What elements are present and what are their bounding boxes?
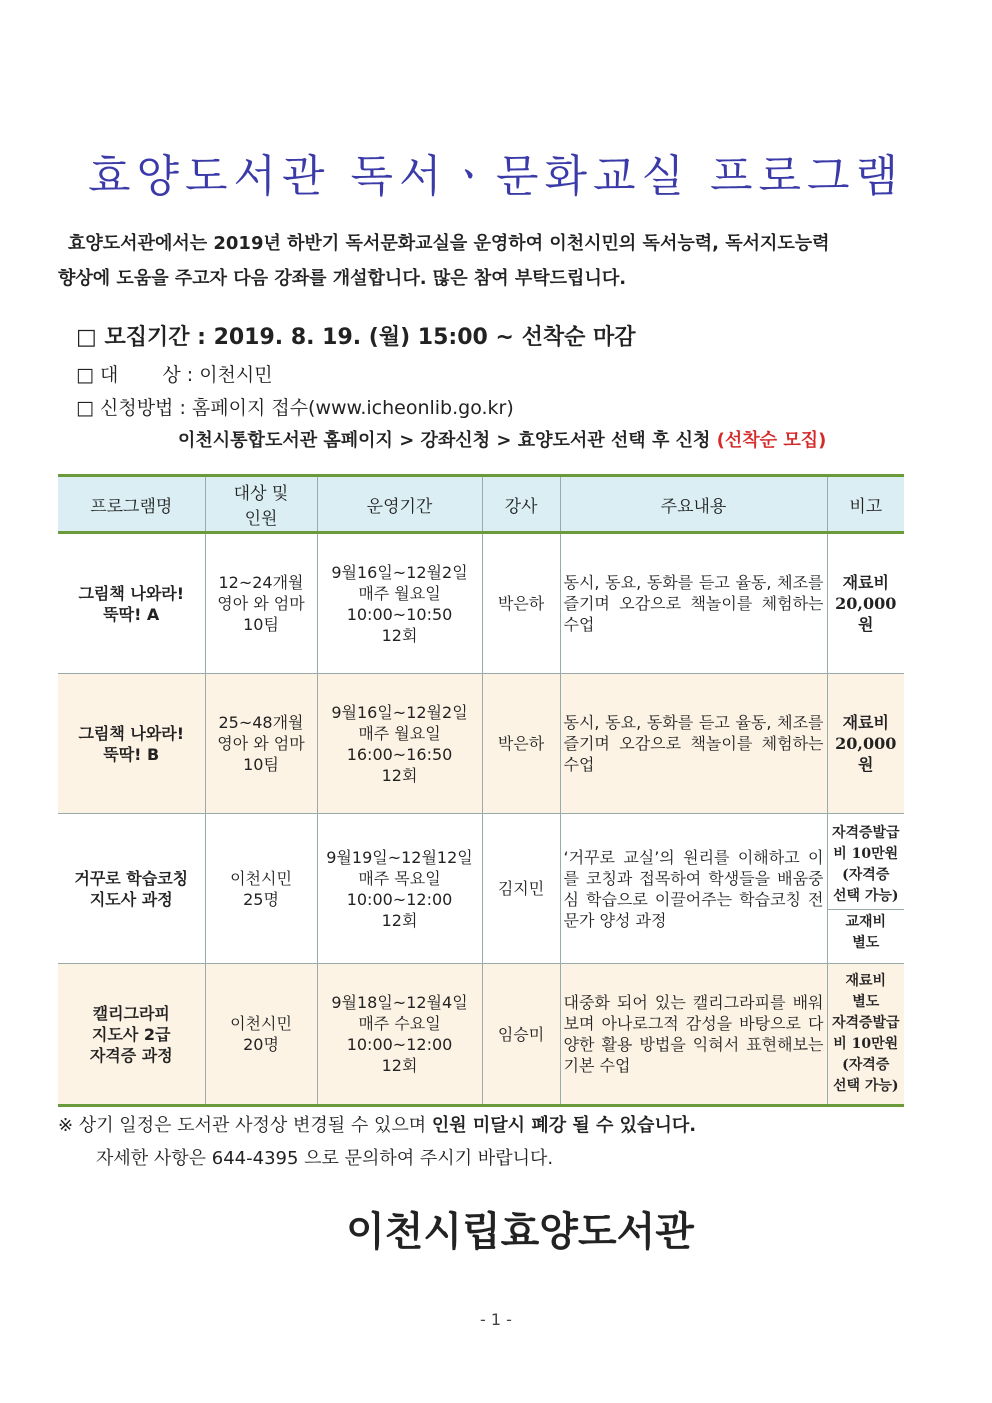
period-line: 10:00~10:50 xyxy=(346,604,453,624)
period-line: 매주 목요일 xyxy=(358,868,441,888)
program-content: 대중화 되어 있는 캘리그라피를 배워보며 아나로그적 감성을 바탕으로 다양한 활용 방법을 익혀서 표현해보는 기본 수업 xyxy=(560,964,827,1106)
program-content: 동시, 동요, 동화를 듣고 율동, 체조를 즐기며 오감으로 책놀이를 체험하는 수업 xyxy=(560,533,827,674)
period-line: 매주 월요일 xyxy=(358,583,441,603)
note-line: 자격증발급 xyxy=(831,1015,900,1031)
program-teacher: 박은하 xyxy=(482,533,560,674)
period-line: 10:00~12:00 xyxy=(346,1035,453,1054)
note-line: 재료비 xyxy=(842,573,889,592)
program-name-line: 그림책 나와라! xyxy=(78,723,185,743)
footnote-schedule xyxy=(58,1111,696,1137)
header-program-name: 프로그램명 xyxy=(58,476,205,533)
program-note xyxy=(827,814,904,964)
footnote-text: ※ 상기 일정은 도서관 사정상 변경될 수 있으며 xyxy=(58,1115,432,1136)
page-title: 효양도서관 독서ㆍ문화교실 프로그램 xyxy=(87,151,905,202)
period-line: 9월16일~12월2일 xyxy=(331,702,468,722)
target-line: 25명 xyxy=(243,889,279,909)
intro-line-1: 효양도서관에서는 2019년 하반기 독서문화교실을 운영하여 이천시민의 독서능력, 독서지도능력 xyxy=(68,233,830,254)
period-line: 매주 월요일 xyxy=(358,723,441,743)
program-target xyxy=(205,814,317,964)
note-line: 재료비 xyxy=(845,973,887,989)
header-target xyxy=(205,476,317,533)
program-content: ‘거꾸로 교실’의 원리를 이해하고 이를 코칭과 접목하여 학생들을 배움중심 학습으로 이끌어주는 학습코칭 전문가 양성 과정 xyxy=(560,814,827,964)
target-audience xyxy=(76,360,273,387)
program-note xyxy=(827,533,904,674)
program-name-line: 자격증 과정 xyxy=(89,1045,173,1065)
period-line: 9월19일~12월12일 xyxy=(326,847,473,867)
program-name-line: 그림책 나와라! xyxy=(78,583,185,603)
note-line: 선택 가능) xyxy=(832,888,899,904)
program-period xyxy=(317,964,482,1106)
program-name-line: 뚝딱! A xyxy=(103,604,160,624)
header-target-line-1: 대상 및 xyxy=(233,484,289,504)
period-line: 매주 수요일 xyxy=(358,1014,441,1033)
apply-path xyxy=(178,426,826,452)
target-line: 이천시민 xyxy=(230,1014,292,1033)
footnote-contact: 자세한 사항은 644-4395 으로 문의하여 주시기 바랍니다. xyxy=(96,1148,554,1169)
program-name-line: 지도사 과정 xyxy=(89,889,173,909)
note-line: (자격증 xyxy=(842,1057,890,1073)
program-teacher: 박은하 xyxy=(482,674,560,814)
note-line: 교재비 xyxy=(845,914,887,930)
note-line: 비 10만원 xyxy=(833,846,899,862)
program-name xyxy=(58,533,205,674)
target-label-b: 상 : 이천시민 xyxy=(162,364,273,386)
note-line: 20,000원 xyxy=(835,734,897,774)
header-teacher: 강사 xyxy=(482,476,560,533)
intro-line-2: 향상에 도움을 주고자 다음 강좌를 개설합니다. 많은 참여 부탁드립니다. xyxy=(58,268,627,289)
program-period xyxy=(317,533,482,674)
period-line: 9월18일~12월4일 xyxy=(331,993,468,1012)
period-line: 12회 xyxy=(381,910,418,930)
period-line: 10:00~12:00 xyxy=(346,889,453,909)
program-name-line: 지도사 2급 xyxy=(91,1024,171,1044)
header-note: 비고 xyxy=(827,476,904,533)
note-line: 별도 xyxy=(852,994,880,1010)
target-line: 10팀 xyxy=(243,755,279,774)
program-name xyxy=(58,674,205,814)
target-line: 12~24개월 xyxy=(218,573,304,592)
program-teacher: 임승미 xyxy=(482,964,560,1106)
program-period xyxy=(317,674,482,814)
note-line: 자격증발급 xyxy=(831,825,900,841)
program-table xyxy=(58,474,904,1107)
program-name-line: 뚝딱! B xyxy=(103,744,160,764)
program-name xyxy=(58,814,205,964)
apply-path-text: 이천시통합도서관 홈페이지 > 강좌신청 > 효양도서관 선택 후 신청 xyxy=(178,430,717,451)
organization-name: 이천시립효양도서관 xyxy=(346,1209,694,1255)
target-line: 20명 xyxy=(243,1035,279,1054)
table-row xyxy=(58,674,904,814)
header-target-line-2: 인원 xyxy=(244,509,278,529)
period-line: 12회 xyxy=(381,765,418,785)
period-line: 16:00~16:50 xyxy=(346,744,453,764)
note-line: 비 10만원 xyxy=(833,1036,899,1052)
note-line: 재료비 xyxy=(842,713,889,732)
program-target xyxy=(205,674,317,814)
note-line: 20,000원 xyxy=(835,594,897,634)
first-come-note: (선착순 모집) xyxy=(716,430,827,451)
header-content: 주요내용 xyxy=(560,476,827,533)
program-name xyxy=(58,964,205,1106)
note-divider xyxy=(828,909,905,954)
program-teacher: 김지민 xyxy=(482,814,560,964)
program-note xyxy=(827,674,904,814)
program-target xyxy=(205,533,317,674)
table-header-row xyxy=(58,476,904,533)
footnote-bold: 인원 미달시 폐강 될 수 있습니다. xyxy=(431,1115,697,1136)
table-row xyxy=(58,814,904,964)
period-line: 12회 xyxy=(381,1056,418,1075)
page-number: - 1 - xyxy=(480,1310,512,1329)
table-row xyxy=(58,964,904,1106)
target-label-a: □ 대 xyxy=(76,364,119,386)
target-line: 영아 와 엄마 xyxy=(217,594,305,613)
program-content: 동시, 동요, 동화를 듣고 율동, 체조를 즐기며 오감으로 책놀이를 체험하는 수업 xyxy=(560,674,827,814)
intro-paragraph xyxy=(58,226,938,296)
note-line: (자격증 xyxy=(842,867,890,883)
note-line: 별도 xyxy=(852,935,880,951)
target-line: 10팀 xyxy=(243,615,279,634)
program-period xyxy=(317,814,482,964)
table-row xyxy=(58,533,904,674)
recruit-period: □ 모집기간 : 2019. 8. 19. (월) 15:00 ~ 선착순 마감 xyxy=(76,325,636,350)
program-note xyxy=(827,964,904,1106)
note-line: 선택 가능) xyxy=(832,1078,899,1094)
target-line: 25~48개월 xyxy=(218,713,304,732)
period-line: 12회 xyxy=(381,625,418,645)
header-period: 운영기간 xyxy=(317,476,482,533)
target-line: 이천시민 xyxy=(230,868,292,888)
apply-method: □ 신청방법 : 홈페이지 접수(www.icheonlib.go.kr) xyxy=(76,397,514,419)
program-name-line: 캘리그라피 xyxy=(92,1003,170,1023)
period-line: 9월16일~12월2일 xyxy=(331,562,468,582)
program-name-line: 거꾸로 학습코칭 xyxy=(74,868,189,888)
target-line: 영아 와 엄마 xyxy=(217,734,305,753)
program-target xyxy=(205,964,317,1106)
